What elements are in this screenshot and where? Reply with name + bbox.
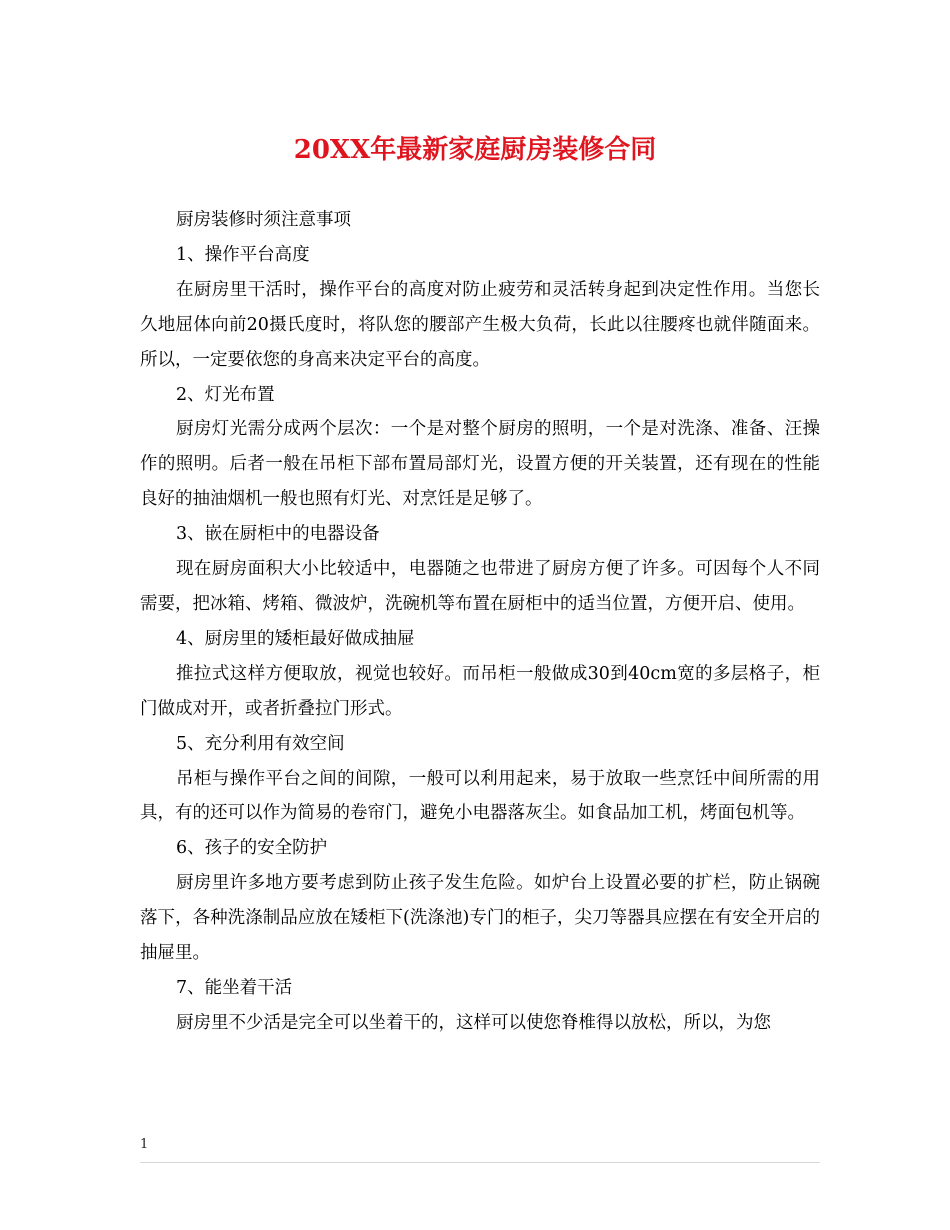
paragraph: 吊柜与操作平台之间的间隙，一般可以利用起来，易于放取一些烹饪中间所需的用具，有的还可以作为简易的卷帘门，避免小电器落灰尘。如食品加工机，烤面包机等。 — [140, 768, 820, 824]
section-heading: 2、灯光布置 — [176, 384, 275, 405]
page-number: 1 — [140, 1137, 149, 1152]
paragraph: 厨房里许多地方要考虑到防止孩子发生危险。如炉台上设置必要的扩栏，防止锅碗落下，各种洗涤制品应放在矮柜下(洗涤池)专门的柜子，尖刀等器具应摆在有安全开启的抽屉里。 — [140, 873, 820, 964]
section-heading: 3、嵌在厨柜中的电器设备 — [176, 524, 380, 545]
footer-divider — [140, 1162, 820, 1163]
document-title: 20XX年最新家庭厨房装修合同 — [293, 135, 657, 165]
section-heading: 6、孩子的安全防护 — [176, 838, 328, 859]
paragraph: 现在厨房面积大小比较适中，电器随之也带进了厨房方便了许多。可因每个人不同需要，把冰箱、烤箱、微波炉，洗碗机等布置在厨柜中的适当位置，方便开启、使用。 — [140, 559, 820, 614]
paragraph: 在厨房里干活时，操作平台的高度对防止疲劳和灵活转身起到决定性作用。当您长久地屈体向前20摄氏度时，将队您的腰部产生极大负荷，长此以往腰疼也就伴随面来。所以，一定要依您的身高来决定平台的高度。 — [140, 279, 820, 370]
section-heading: 4、厨房里的矮柜最好做成抽屉 — [176, 628, 415, 649]
paragraph: 推拉式这样方便取放，视觉也较好。而吊柜一般做成30到40cm宽的多层格子，柜门做成对开，或者折叠拉门形式。 — [140, 663, 820, 719]
section-heading: 1、操作平台高度 — [176, 244, 310, 265]
paragraph: 厨房里不少活是完全可以坐着干的，这样可以使您脊椎得以放松，所以，为您 — [176, 1012, 771, 1033]
paragraph: 厨房灯光需分成两个层次：一个是对整个厨房的照明，一个是对洗涤、准备、汪操作的照明。后者一般在吊柜下部布置局部灯光，设置方便的开关装置，还有现在的性能良好的抽油烟机一般也照有灯光、对烹饪是足够了。 — [140, 419, 820, 510]
paragraph-heading: 厨房装修时须注意事项 — [176, 210, 351, 230]
document-body — [140, 203, 820, 1041]
section-heading: 5、充分利用有效空间 — [176, 733, 345, 754]
section-heading: 7、能坐着干活 — [176, 977, 293, 998]
